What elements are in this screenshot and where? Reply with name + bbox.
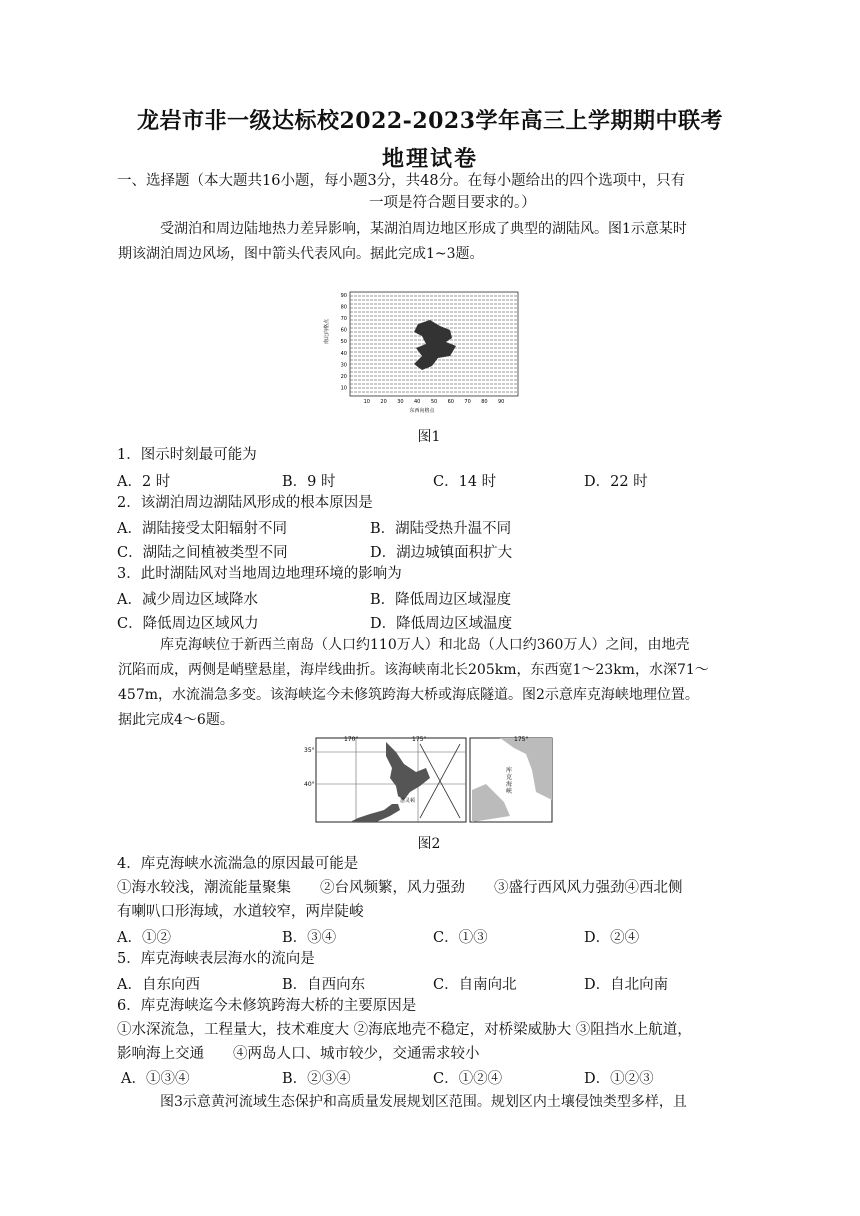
question-5-stem: 5．库克海峡表层海水的流向是 <box>117 951 315 967</box>
question-6-option-d: D．①②③ <box>584 1071 654 1087</box>
question-3-option-c: C．降低周边区域风力 <box>117 616 259 632</box>
fig1-y-tick-label: 90 <box>340 293 347 299</box>
question-4-statements: ①海水较浅，潮流能量聚集 ②台风频繁，风力强劲 ③盛行西风风力强劲④西北侧 <box>117 880 683 896</box>
fig1-y-tick-label: 30 <box>340 362 347 369</box>
intro-paragraph-2-line3: 457m，水流湍急多变。该海峡迄今未修筑跨海大桥或海底隧道。图2示意库克海峡地理位置。 <box>118 687 699 703</box>
figure-2-map <box>300 730 560 826</box>
intro-paragraph-1: 受湖泊和周边陆地热力差异影响，某湖泊周边地区形成了典型的湖陆风。图1示意某时 <box>160 221 687 237</box>
fig1-x-tick-label: 60 <box>447 399 454 405</box>
question-3-option-b: B．降低周边区域湿度 <box>370 592 512 608</box>
fig1-y-tick-label: 40 <box>340 350 347 357</box>
fig1-x-tick-label: 40 <box>414 399 421 405</box>
fig2-city-label: 惠灵顿 <box>400 798 416 804</box>
fig1-x-tick-label: 80 <box>481 399 488 405</box>
fig2-lon-170: 170° <box>344 736 359 743</box>
question-4-option-c: C．①③ <box>433 930 488 946</box>
fig2-strait-label <box>506 766 512 795</box>
fig1-x-tick-label: 10 <box>363 399 370 405</box>
question-6-statements-cont: 影响海上交通 ④两岛人口、城市较少，交通需求较小 <box>117 1046 480 1062</box>
fig1-x-tick-label: 30 <box>397 399 404 405</box>
intro-paragraph-1-cont: 期该湖泊周边风场，图中箭头代表风向。据此完成1~3题。 <box>118 246 484 262</box>
section-heading: 一、选择题（本大题共16小题，每小题3分，共48分。在每小题给出的四个选项中，只有 <box>117 173 686 189</box>
fig1-x-tick-label: 20 <box>380 399 387 405</box>
question-3-option-a: A．减少周边区域降水 <box>117 592 258 608</box>
question-1-stem: 1．图示时刻最可能为 <box>117 447 257 463</box>
fig1-x-tick-label: 90 <box>498 399 505 405</box>
intro-paragraph-3: 图3示意黄河流域生态保护和高质量发展规划区范围。规划区内土壤侵蚀类型多样，且 <box>160 1094 687 1110</box>
intro-paragraph-2: 库克海峡位于新西兰南岛（人口约110万人）和北岛（人口约360万人）之间，由地壳 <box>160 637 690 653</box>
fig1-y-tick-label: 60 <box>340 327 347 334</box>
question-2-option-a: A．湖陆接受太阳辐射不同 <box>117 521 287 537</box>
question-5-option-c: C．自南向北 <box>433 977 517 993</box>
fig1-y-tick-label: 20 <box>340 373 347 380</box>
question-4-option-a: A．①② <box>117 930 171 946</box>
section-heading-cont: 一项是符合题目要求的。） <box>369 195 536 211</box>
svg-text:库克海峡: 库克海峡 <box>506 767 513 795</box>
fig1-y-tick-label: 70 <box>340 316 347 323</box>
fig1-y-tick-label: 10 <box>340 385 347 392</box>
fig1-y-ticks <box>341 293 347 391</box>
intro-paragraph-2-line2: 沉陷而成，两侧是峭壁悬崖，海岸线曲折。该海峡南北长205km，东西宽1～23km，水深71～ <box>118 662 709 678</box>
question-3-option-d: D．降低周边区域温度 <box>370 616 513 632</box>
fig1-x-axis-label: 东西向格点 <box>409 408 435 414</box>
question-1-option-b: B．9 时 <box>282 474 336 490</box>
fig1-y-tick-label: 50 <box>340 339 347 346</box>
question-5-option-d: D．自北向南 <box>584 977 669 993</box>
intro-paragraph-2-line4: 据此完成4～6题。 <box>118 712 234 728</box>
figure-1-wind-field <box>318 286 538 416</box>
question-1-option-d: D．22 时 <box>584 474 648 490</box>
fig2-lat-40: 40° <box>304 781 315 788</box>
figure-1-caption: 图1 <box>417 429 441 445</box>
fig1-x-ticks <box>364 399 505 405</box>
question-4-option-b: B．③④ <box>282 930 337 946</box>
question-6-stem: 6．库克海峡迄今未修筑跨海大桥的主要原因是 <box>117 998 417 1014</box>
question-2-option-b: B．湖陆受热升温不同 <box>370 521 512 537</box>
question-4-stem: 4．库克海峡水流湍急的原因最可能是 <box>117 856 359 872</box>
fig1-x-tick-label: 70 <box>464 399 471 405</box>
question-1-option-a: A．2 时 <box>117 474 171 490</box>
fig1-x-tick-label: 50 <box>430 399 438 405</box>
question-6-option-c: C．①②④ <box>433 1071 503 1087</box>
question-6-statements: ①水深流急，工程量大，技术难度大 ②海底地壳不稳定，对桥梁威胁大 ③阻挡水上航道， <box>117 1022 692 1038</box>
question-4-option-d: D．②④ <box>584 930 640 946</box>
fig1-y-tick-label: 80 <box>340 304 347 311</box>
exam-subtitle: 地理试卷 <box>381 146 478 172</box>
question-1-option-c: C．14 时 <box>433 474 497 490</box>
question-6-option-a: A．①③④ <box>121 1071 190 1087</box>
figure-2-caption: 图2 <box>417 836 441 852</box>
question-5-option-a: A．自东向西 <box>117 977 200 993</box>
question-4-statements-cont: 有喇叭口形海域，水道较窄，两岸陡峻 <box>117 904 364 920</box>
fig2-lon-175: 175° <box>412 736 427 743</box>
fig2-lat-35: 35° <box>304 747 315 754</box>
fig1-y-axis-label: 南北向格点 <box>324 318 330 344</box>
question-2-stem: 2．该湖泊周边湖陆风形成的根本原因是 <box>117 495 373 511</box>
question-2-option-d: D．湖边城镇面积扩大 <box>370 545 513 561</box>
exam-title: 龙岩市非一级达标校2022-2023学年高三上学期期中联考 <box>136 108 724 134</box>
question-3-stem: 3．此时湖陆风对当地周边地理环境的影响为 <box>117 566 402 582</box>
question-5-option-b: B．自西向东 <box>282 977 366 993</box>
fig2-inset-lon-175: 175° <box>514 736 529 743</box>
question-2-option-c: C．湖陆之间植被类型不同 <box>117 545 288 561</box>
question-6-option-b: B．②③④ <box>282 1071 351 1087</box>
